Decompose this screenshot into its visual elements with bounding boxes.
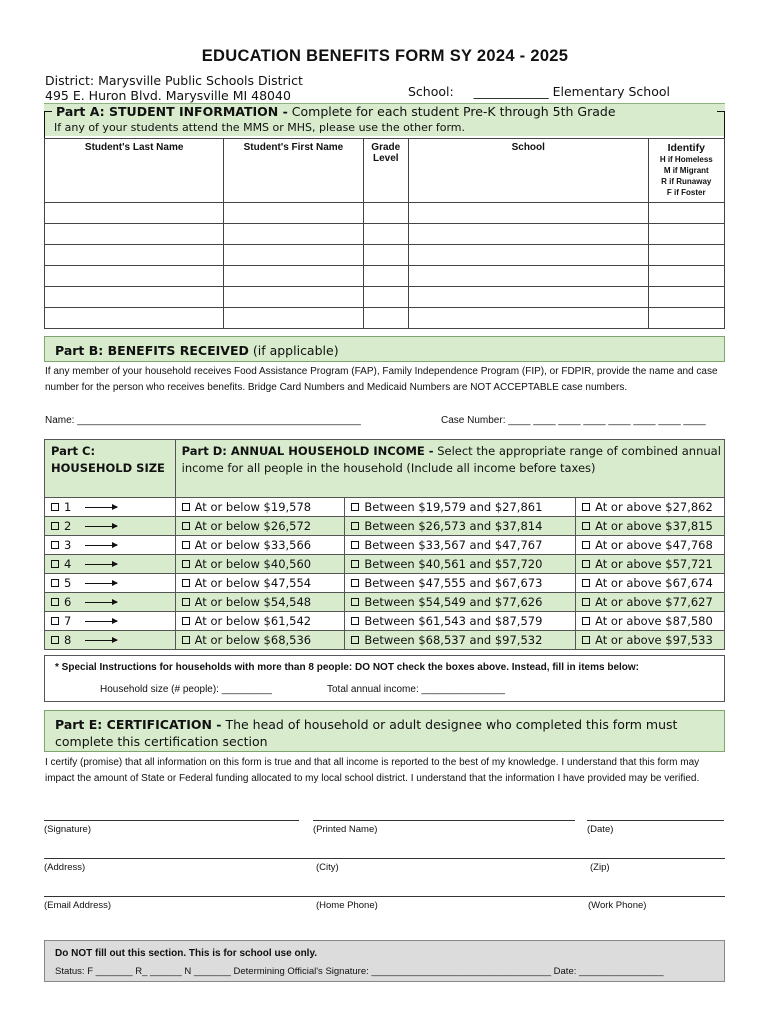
checkbox-icon[interactable] (51, 541, 59, 549)
household-size-option[interactable] (45, 555, 176, 574)
income-high-option[interactable] (576, 536, 725, 555)
income-mid-option[interactable] (345, 555, 576, 574)
income-mid-option[interactable] (345, 517, 576, 536)
checkbox-icon[interactable] (51, 560, 59, 568)
household-size-option[interactable] (45, 517, 176, 536)
checkbox-icon[interactable] (182, 522, 190, 530)
checkbox-icon[interactable] (51, 636, 59, 644)
arrow-right-icon (85, 507, 117, 508)
part-a-heading: Part A: STUDENT INFORMATION - Complete for each student Pre-K through 5th Grade (56, 104, 616, 119)
income-high-option[interactable] (576, 555, 725, 574)
benefits-name-field[interactable]: Name: ___________________________________________________ (45, 415, 361, 426)
option-label: At or below $47,554 (194, 576, 312, 590)
option-label: 1 (64, 500, 72, 514)
school-label: School: (408, 84, 454, 99)
school-field[interactable] (408, 84, 670, 99)
income-low-option[interactable] (175, 593, 345, 612)
checkbox-icon[interactable] (582, 522, 590, 530)
special-title: * Special Instructions for households with more than 8 people: DO NOT check the boxes above. Instead, fill in items below: (55, 662, 639, 673)
checkbox-icon[interactable] (351, 636, 359, 644)
identify-runaway: R if Runaway (661, 177, 712, 186)
income-row (45, 612, 725, 631)
part-a-subtext: If any of your students attend the MMS or MHS, please use the other form. (54, 121, 466, 134)
email-field[interactable]: (Email Address) (44, 896, 316, 911)
table-row (45, 203, 725, 224)
household-size-option[interactable] (45, 612, 176, 631)
checkbox-icon[interactable] (182, 541, 190, 549)
income-high-option[interactable] (576, 574, 725, 593)
work-phone-field[interactable]: (Work Phone) (588, 896, 725, 911)
school-use-section (44, 940, 725, 982)
income-row (45, 631, 725, 650)
checkbox-icon[interactable] (51, 522, 59, 530)
income-mid-option[interactable] (345, 536, 576, 555)
option-label: Between $19,579 and $27,861 (364, 500, 543, 514)
signature-field[interactable]: (Signature) (44, 820, 299, 835)
certification-text: I certify (promise) that all information on this form is true and that all income is reported to the best of my knowledge. I understand that this form may impact the amount of State or Federal funding allocated to my local school district. I understand that the information I have provided may be verified. (45, 757, 700, 784)
option-label: At or above $67,674 (595, 576, 713, 590)
identify-migrant: M if Migrant (663, 166, 709, 175)
income-high-option[interactable] (576, 631, 725, 650)
part-b-text: If any member of your household receives Food Assistance Program (FAP), Family Independence Program (FIP), or FDPIR, provide the name and case number for the person who receives benefits. Bridge Card Numbers and Medicaid Numbers are NOT ACCEPTABLE case numbers. (45, 366, 718, 393)
income-row (45, 555, 725, 574)
col-grade-level: Grade Level (363, 139, 409, 203)
option-label: Between $61,543 and $87,579 (364, 614, 543, 628)
special-instructions (44, 655, 725, 702)
income-mid-option[interactable] (345, 612, 576, 631)
option-label: 7 (64, 614, 72, 628)
option-label: At or above $47,768 (595, 538, 713, 552)
income-table-header (45, 440, 725, 498)
part-b-heading: Part B: BENEFITS RECEIVED (if applicable) (55, 343, 339, 358)
income-low-option[interactable] (175, 498, 345, 517)
option-label: At or above $37,815 (595, 519, 713, 533)
checkbox-icon[interactable] (582, 617, 590, 625)
income-high-option[interactable] (576, 517, 725, 536)
part-b-header (44, 336, 725, 362)
arrow-right-icon (85, 564, 117, 565)
option-label: 3 (64, 538, 72, 552)
form-title: EDUCATION BENEFITS FORM SY 2024 - 2025 (201, 47, 569, 65)
printed-name-field[interactable]: (Printed Name) (313, 820, 575, 835)
city-field[interactable]: (City) (316, 858, 590, 873)
option-label: Between $54,549 and $77,626 (364, 595, 543, 609)
income-low-option[interactable] (175, 536, 345, 555)
student-table (44, 138, 725, 329)
address-field[interactable]: (Address) (44, 858, 316, 873)
checkbox-icon[interactable] (351, 560, 359, 568)
option-label: Between $68,537 and $97,532 (364, 633, 543, 647)
household-size-option[interactable] (45, 498, 176, 517)
checkbox-icon[interactable] (182, 598, 190, 606)
income-low-option[interactable] (175, 612, 345, 631)
option-label: At or below $33,566 (194, 538, 312, 552)
col-last-name: Student's Last Name (45, 139, 224, 203)
school-use-title: Do NOT fill out this section. This is for school use only. (55, 948, 318, 959)
income-row (45, 517, 725, 536)
checkbox-icon[interactable] (351, 503, 359, 511)
school-blank[interactable]: ____________ (473, 84, 549, 99)
school-suffix: Elementary School (552, 84, 670, 99)
option-label: 2 (64, 519, 72, 533)
checkbox-icon[interactable] (351, 617, 359, 625)
option-label: At or below $54,548 (194, 595, 312, 609)
checkbox-icon[interactable] (351, 579, 359, 587)
income-low-option[interactable] (175, 631, 345, 650)
total-income-field[interactable]: Total annual income: _______________ (327, 684, 505, 695)
table-row (45, 245, 725, 266)
checkbox-icon[interactable] (51, 503, 59, 511)
income-low-option[interactable] (175, 574, 345, 593)
identify-homeless: H if Homeless (659, 155, 713, 164)
checkbox-icon[interactable] (582, 503, 590, 511)
bracket-left (44, 111, 52, 141)
option-label: Between $40,561 and $57,720 (364, 557, 543, 571)
arrow-right-icon (85, 621, 117, 622)
bracket-right (717, 111, 725, 141)
household-size-field[interactable]: Household size (# people): _________ (100, 684, 272, 695)
checkbox-icon[interactable] (182, 579, 190, 587)
part-a-header (44, 103, 725, 136)
district-name: District: Marysville Public Schools District (45, 73, 303, 88)
part-d-heading: Part D: ANNUAL HOUSEHOLD INCOME - Select the appropriate range of combined annual income for all people in the household (Include all income before taxes) (175, 440, 724, 498)
income-low-option[interactable] (175, 555, 345, 574)
household-size-option[interactable] (45, 536, 176, 555)
option-label: At or above $87,580 (595, 614, 713, 628)
option-label: At or above $77,627 (595, 595, 713, 609)
identify-foster: F if Foster (666, 188, 706, 197)
option-label: At or below $19,578 (194, 500, 312, 514)
option-label: At or below $26,572 (194, 519, 312, 533)
checkbox-icon[interactable] (582, 579, 590, 587)
part-c-heading: Part C: HOUSEHOLD SIZE (45, 440, 176, 498)
school-use-status[interactable]: Status: F _______ R_ ______ N _______ Determining Official's Signature: __________________________________ Date: ________________ (55, 966, 664, 977)
part-e-header (44, 710, 725, 752)
household-size-option[interactable] (45, 593, 176, 612)
student-table-header (45, 139, 725, 203)
checkbox-icon[interactable] (582, 541, 590, 549)
option-label: 8 (64, 633, 72, 647)
household-size-option[interactable] (45, 574, 176, 593)
household-size-option[interactable] (45, 631, 176, 650)
income-mid-option[interactable] (345, 574, 576, 593)
option-label: At or below $40,560 (194, 557, 312, 571)
option-label: At or below $68,536 (194, 633, 312, 647)
option-label: Between $33,567 and $47,767 (364, 538, 543, 552)
option-label: Between $26,573 and $37,814 (364, 519, 543, 533)
table-row (45, 287, 725, 308)
part-e-heading: Part E: CERTIFICATION - The head of household or adult designee who completed this form must complete this certification section (55, 717, 678, 749)
table-row (45, 266, 725, 287)
home-phone-field[interactable]: (Home Phone) (316, 896, 588, 911)
income-row (45, 593, 725, 612)
income-mid-option[interactable] (345, 631, 576, 650)
option-label: 6 (64, 595, 72, 609)
arrow-right-icon (85, 583, 117, 584)
checkbox-icon[interactable] (351, 598, 359, 606)
option-label: At or above $27,862 (595, 500, 713, 514)
arrow-right-icon (85, 545, 117, 546)
income-table (44, 439, 725, 650)
col-first-name: Student's First Name (224, 139, 363, 203)
checkbox-icon[interactable] (582, 560, 590, 568)
income-high-option[interactable] (576, 498, 725, 517)
income-mid-option[interactable] (345, 593, 576, 612)
checkbox-icon[interactable] (351, 541, 359, 549)
checkbox-icon[interactable] (51, 598, 59, 606)
checkbox-icon[interactable] (182, 636, 190, 644)
zip-field[interactable]: (Zip) (590, 858, 725, 873)
table-row (45, 308, 725, 329)
option-label: At or below $61,542 (194, 614, 312, 628)
checkbox-icon[interactable] (182, 503, 190, 511)
arrow-right-icon (85, 602, 117, 603)
district-address: 495 E. Huron Blvd. Marysville MI 48040 (45, 88, 291, 103)
option-label: 4 (64, 557, 72, 571)
checkbox-icon[interactable] (182, 617, 190, 625)
income-row (45, 498, 725, 517)
checkbox-icon[interactable] (51, 617, 59, 625)
checkbox-icon[interactable] (582, 636, 590, 644)
income-low-option[interactable] (175, 517, 345, 536)
option-label: 5 (64, 576, 72, 590)
income-high-option[interactable] (576, 612, 725, 631)
table-row (45, 224, 725, 245)
col-identify: Identify H if Homeless M if Migrant R if Runaway F if Foster (648, 139, 724, 203)
option-label: At or above $57,721 (595, 557, 713, 571)
col-school: School (409, 139, 649, 203)
arrow-right-icon (85, 640, 117, 641)
checkbox-icon[interactable] (582, 598, 590, 606)
income-mid-option[interactable] (345, 498, 576, 517)
case-number-field[interactable]: Case Number: ____ ____ ____ ____ ____ ____ ____ ____ (441, 415, 706, 426)
checkbox-icon[interactable] (51, 579, 59, 587)
date-field[interactable]: (Date) (587, 820, 724, 835)
district-info (45, 73, 303, 103)
option-label: At or above $97,533 (595, 633, 713, 647)
checkbox-icon[interactable] (351, 522, 359, 530)
income-row (45, 536, 725, 555)
checkbox-icon[interactable] (182, 560, 190, 568)
income-row (45, 574, 725, 593)
income-high-option[interactable] (576, 593, 725, 612)
arrow-right-icon (85, 526, 117, 527)
option-label: Between $47,555 and $67,673 (364, 576, 543, 590)
